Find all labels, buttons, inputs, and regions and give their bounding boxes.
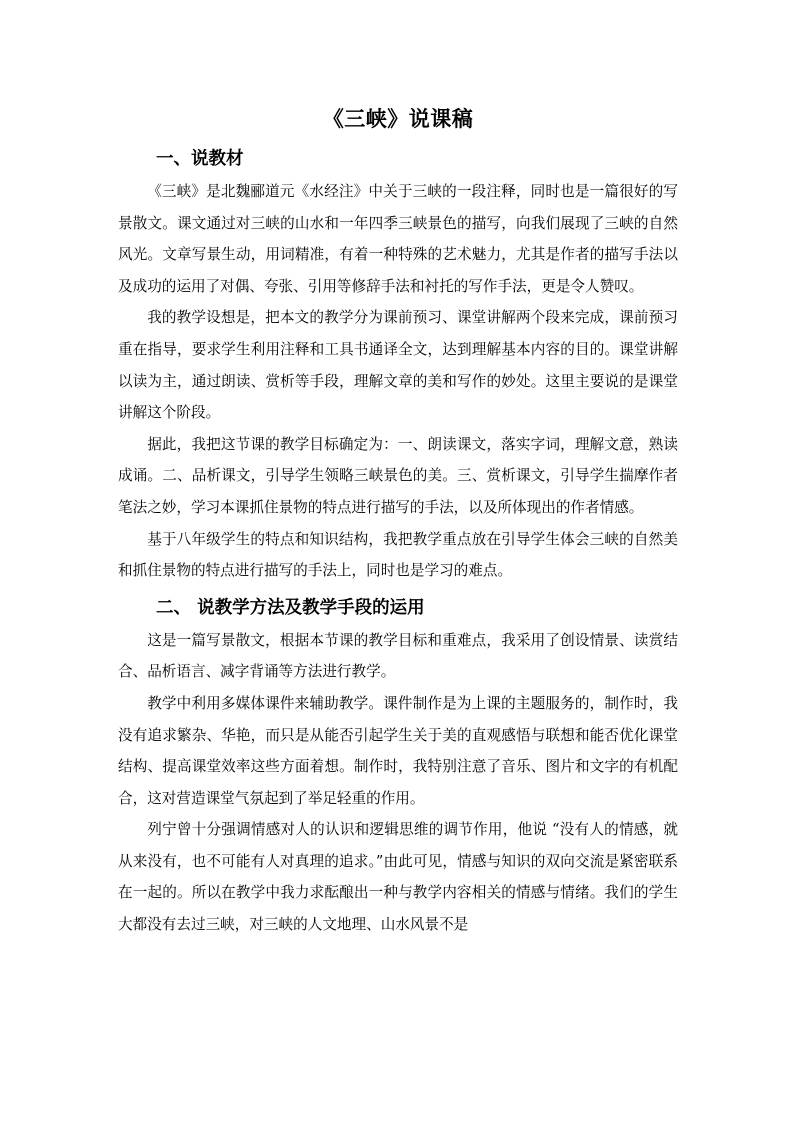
paragraph: 列宁曾十分强调情感对人的认识和逻辑思维的调节作用，他说 “没有人的情感，就从来没有，也不可能有人对真理的追求。”由此可见，情感与知识的双向交流是紧密联系在一起的。所以在教学中我力求酝酿出一种与教学内容相关的情感与情绪。我们的学生大都没有去过三峡，对三峡的人文地理、山水风景不是 (118, 821, 678, 934)
paragraph: 《三峡》是北魏郦道元《水经注》中关于三峡的一段注释，同时也是一篇很好的写景散文。课文通过对三峡的山水和一年四季三峡景色的描写，向我们展现了三峡的自然风光。文章写景生动，用词精准，有着一种特殊的艺术魅力，尤其是作者的描写手法以及成功的运用了对偶、夸张、引用等修辞手法和衬托的写作手法，更是令人赞叹。 (118, 183, 678, 295)
paragraph: 我的教学设想是，把本文的教学分为课前预习、课堂讲解两个段来完成，课前预习重在指导，要求学生利用注释和工具书通译全文，达到理解基本内容的目的。课堂讲解以读为主，通过朗读、赏析等手段，理解文章的美和写作的妙处。这里主要说的是课堂讲解这个阶段。 (118, 309, 678, 422)
paragraph: 这是一篇写景散文，根据本节课的教学目标和重难点，我采用了创设情景、读赏结合、品析语言、减字背诵等方法进行教学。 (118, 631, 678, 681)
section-heading-teaching-methods: 二、 说教学方法及教学手段的运用 (156, 597, 425, 618)
document-title: 《三峡》说课稿 (322, 106, 474, 131)
section-heading-teaching-material: 一、说教材 (156, 149, 244, 169)
paragraph: 基于八年级学生的特点和知识结构，我把教学重点放在引导学生体会三峡的自然美和抓住景物的特点进行描写的手法上，同时也是学习的难点。 (118, 530, 678, 580)
document-page (118, 0, 678, 941)
paragraph: 据此，我把这节课的教学目标确定为：一、朗读课文，落实字词，理解文意，熟读成诵。二、品析课文，引导学生领略三峡景色的美。三、赏析课文，引导学生揣摩作者笔法之妙，学习本课抓住景物的特点进行描写的手法，以及所体现出的作者情感。 (118, 435, 678, 516)
paragraph: 教学中利用多媒体课件来辅助教学。课件制作是为上课的主题服务的，制作时，我没有追求繁杂、华艳，而只是从能否引起学生关于美的直观感悟与联想和能否优化课堂结构、提高课堂效率这些方面着想。制作时，我特别注意了音乐、图片和文字的有机配合，这对营造课堂气氛起到了举足轻重的作用。 (118, 694, 678, 807)
